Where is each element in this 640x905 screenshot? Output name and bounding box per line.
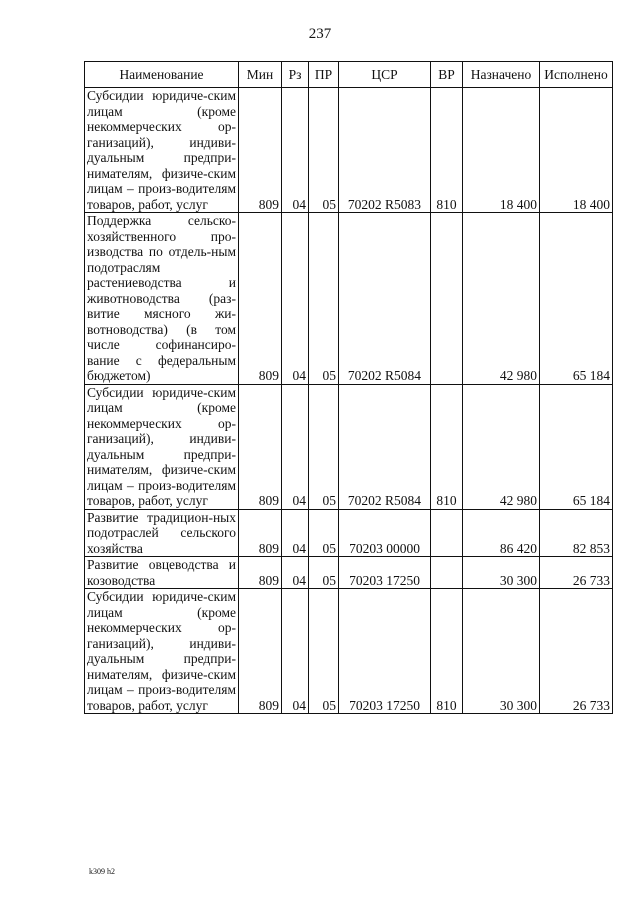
table-row — [85, 509, 613, 557]
row-assigned: 42 980 — [463, 213, 540, 385]
row-rz: 04 — [282, 384, 309, 509]
row-name: Субсидии юридиче-ским лицам (кроме некоммерческих ор-ганизаций), индиви-дуальным предпри-нимателям, физиче-ским лицам – произ-водителям товаров, работ, услуг — [85, 589, 239, 714]
row-name: Поддержка сельско-хозяйственного про-изводства по отдель-ным подотраслям растениеводства и животноводства (раз-витие мясного жи-вотноводства) (в том числе софинансиро-вание с федеральным бюджетом) — [85, 213, 239, 385]
row-executed: 26 733 — [540, 589, 613, 714]
row-vr — [431, 557, 463, 589]
row-min: 809 — [239, 509, 282, 557]
row-name: Субсидии юридиче-ским лицам (кроме некоммерческих ор-ганизаций), индиви-дуальным предпри-нимателям, физиче-ским лицам – произ-водителям товаров, работ, услуг — [85, 384, 239, 509]
row-vr: 810 — [431, 88, 463, 213]
header-name: Наименование — [85, 62, 239, 88]
table-row — [85, 384, 613, 509]
header-assigned: Назначено — [463, 62, 540, 88]
row-min: 809 — [239, 384, 282, 509]
footer-code: k309 h2 — [89, 867, 115, 876]
row-csr: 70202 R5084 — [339, 384, 431, 509]
row-assigned: 86 420 — [463, 509, 540, 557]
row-csr: 70202 R5083 — [339, 88, 431, 213]
row-pr: 05 — [309, 88, 339, 213]
row-csr: 70203 17250 — [339, 557, 431, 589]
row-executed: 82 853 — [540, 509, 613, 557]
row-rz: 04 — [282, 509, 309, 557]
row-vr — [431, 509, 463, 557]
row-assigned: 42 980 — [463, 384, 540, 509]
row-min: 809 — [239, 88, 282, 213]
page-number: 237 — [308, 26, 332, 42]
row-name: Развитие традицион-ных подотраслей сельского хозяйства — [85, 509, 239, 557]
table-row — [85, 589, 613, 714]
row-rz: 04 — [282, 557, 309, 589]
table-row — [85, 557, 613, 589]
row-vr — [431, 213, 463, 385]
row-min: 809 — [239, 589, 282, 714]
row-name: Развитие овцеводства и козоводства — [85, 557, 239, 589]
row-executed: 26 733 — [540, 557, 613, 589]
row-pr: 05 — [309, 589, 339, 714]
row-pr: 05 — [309, 509, 339, 557]
table-row — [85, 213, 613, 385]
header-min: Мин — [239, 62, 282, 88]
row-rz: 04 — [282, 213, 309, 385]
row-pr: 05 — [309, 557, 339, 589]
row-vr: 810 — [431, 589, 463, 714]
row-rz: 04 — [282, 88, 309, 213]
header-pr: ПР — [309, 62, 339, 88]
header-executed: Исполнено — [540, 62, 613, 88]
row-csr: 70203 17250 — [339, 589, 431, 714]
table-header-row — [85, 62, 613, 88]
row-rz: 04 — [282, 589, 309, 714]
row-vr: 810 — [431, 384, 463, 509]
row-assigned: 30 300 — [463, 589, 540, 714]
table-body — [85, 88, 613, 714]
row-min: 809 — [239, 557, 282, 589]
row-pr: 05 — [309, 213, 339, 385]
row-assigned: 30 300 — [463, 557, 540, 589]
row-min: 809 — [239, 213, 282, 385]
header-vr: ВР — [431, 62, 463, 88]
row-csr: 70202 R5084 — [339, 213, 431, 385]
row-pr: 05 — [309, 384, 339, 509]
header-csr: ЦСР — [339, 62, 431, 88]
row-name: Субсидии юридиче-ским лицам (кроме некоммерческих ор-ганизаций), индиви-дуальным предпри-нимателям, физиче-ским лицам – произ-водителям товаров, работ, услуг — [85, 88, 239, 213]
row-csr: 70203 00000 — [339, 509, 431, 557]
header-rz: Рз — [282, 62, 309, 88]
table-row — [85, 88, 613, 213]
budget-table — [84, 61, 613, 714]
row-assigned: 18 400 — [463, 88, 540, 213]
row-executed: 18 400 — [540, 88, 613, 213]
row-executed: 65 184 — [540, 213, 613, 385]
row-executed: 65 184 — [540, 384, 613, 509]
